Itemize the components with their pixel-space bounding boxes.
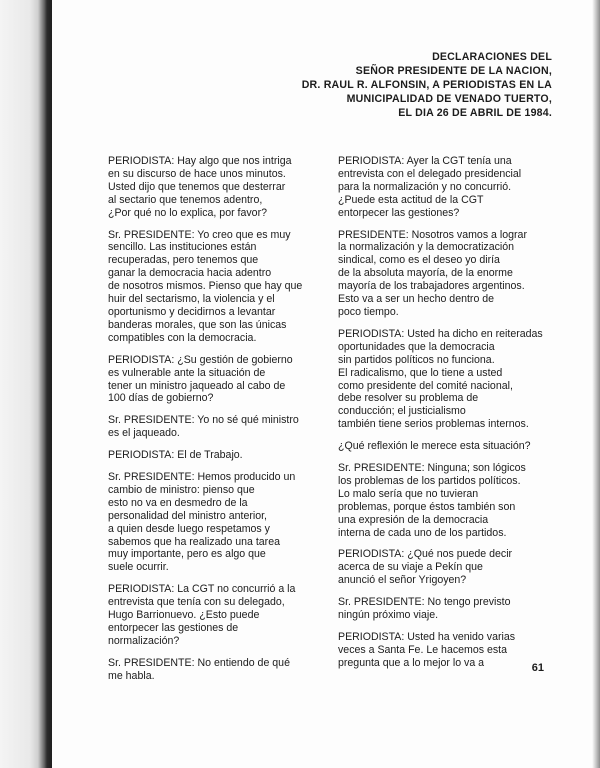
text-line: normalización?	[108, 634, 180, 647]
text-line: huir del sectarismo, la violencia y el	[108, 293, 275, 306]
text-line: Sr. PRESIDENTE: Yo creo que es muy	[108, 228, 291, 241]
text-line: PERIODISTA: Usted ha venido varias	[338, 631, 516, 643]
text-line: para la normalización y no concurrió.	[338, 180, 512, 193]
text-line: esto no va en desmedro de la	[108, 496, 248, 509]
text-line: tener un ministro jaqueado al cabo de	[108, 379, 286, 392]
paragraph	[338, 440, 562, 453]
text-line: entorpecer las gestiones de	[108, 622, 239, 634]
document-header	[232, 50, 552, 120]
text-line: PERIODISTA: Usted ha dicho en reiteradas	[338, 327, 543, 340]
paragraph	[108, 354, 326, 406]
text-line: 100 días de gobierno?	[108, 392, 214, 405]
text-line: Esto va a ser un hecho dentro de	[338, 293, 495, 306]
paragraph	[338, 155, 562, 220]
text-line: ¿Qué reflexión le merece esta situación?	[338, 440, 531, 453]
paragraph	[338, 596, 562, 622]
text-line: sencillo. Las instituciones están	[108, 241, 257, 254]
text-line: como presidente del comité nacional,	[338, 379, 513, 392]
text-line: El radicalismo, que lo tiene a usted	[338, 366, 503, 379]
header-line: DR. RAUL R. ALFONSIN, A PERIODISTAS EN LA	[301, 79, 552, 91]
text-line: sindical, como es el deseo yo diría	[338, 254, 500, 267]
text-line: Usted dijo que tenemos que desterrar	[108, 180, 286, 193]
paragraph	[108, 229, 326, 345]
text-line: ningún próximo viaje.	[338, 609, 439, 622]
text-line: cambio de ministro: pienso que	[108, 483, 255, 496]
text-line: entrevista con el delegado presidencial	[338, 167, 522, 180]
text-line: también tiene serios problemas internos.	[338, 418, 529, 431]
paragraph	[108, 414, 326, 440]
text-line: pregunta que a lo mejor lo va a	[338, 656, 485, 669]
paragraph	[108, 657, 326, 683]
text-line: ¿Por qué no lo explica, por favor?	[108, 206, 267, 219]
text-line: Hugo Barrionuevo. ¿Esto puede	[108, 609, 260, 622]
text-line: entrevista que tenía con su delegado,	[108, 596, 285, 609]
text-line: Sr. PRESIDENTE: No entiendo de qué	[108, 656, 290, 669]
text-line: ganar la democracia hacia adentro	[108, 267, 272, 280]
text-line: PRESIDENTE: Nosotros vamos a lograr	[338, 228, 527, 241]
text-line: ¿Puede esta actitud de la CGT	[338, 193, 484, 206]
text-line: PERIODISTA: Hay algo que nos intriga	[108, 155, 292, 167]
right-column	[338, 155, 562, 679]
text-line: anunció el señor Yrigoyen?	[338, 574, 467, 587]
text-line: de la absoluta mayoría, de la enorme	[338, 267, 513, 280]
paragraph	[338, 548, 562, 587]
text-line: debe resolver su problema de	[338, 392, 479, 405]
text-line: oportunidades que la democracia	[338, 340, 495, 353]
text-line: sabemos que ha realizado una tarea	[108, 535, 280, 548]
paragraph	[338, 229, 562, 319]
left-column	[108, 155, 326, 692]
text-line: PERIODISTA: Ayer la CGT tenía una	[338, 155, 512, 167]
paragraph	[108, 583, 326, 648]
text-line: de nosotros mismos. Pienso que hay que	[108, 280, 303, 293]
text-line: muy importante, pero es algo que	[108, 548, 266, 561]
text-line: compatibles con la democracia.	[108, 331, 257, 344]
text-line: los problemas de los partidos políticos.	[338, 474, 521, 487]
paragraph	[108, 449, 326, 462]
text-line: problemas, porque éstos también son	[338, 500, 516, 513]
page-number: 61	[531, 662, 544, 674]
text-line: en su discurso de hace unos minutos.	[108, 167, 286, 180]
text-line: Sr. PRESIDENTE: Ninguna; son lógicos	[338, 462, 526, 475]
text-line: Sr. PRESIDENTE: Hemos producido un	[108, 471, 296, 484]
scan-border-right	[592, 0, 600, 768]
paragraph	[338, 462, 562, 539]
text-line: la normalización y la democratización	[338, 241, 515, 254]
text-line: me habla.	[108, 669, 155, 682]
paragraph	[338, 328, 562, 431]
text-line: sin partidos políticos no funciona.	[338, 353, 495, 366]
text-line: es vulnerable ante la situación de	[108, 366, 266, 379]
text-line: personalidad del ministro anterior,	[108, 509, 267, 522]
text-line: mayoría de los trabajadores argentinos.	[338, 280, 525, 293]
text-line: Lo malo sería que no tuvieran	[338, 487, 479, 500]
paragraph	[108, 471, 326, 574]
scan-border-left	[0, 0, 52, 768]
text-line: Sr. PRESIDENTE: Yo no sé qué ministro	[108, 414, 299, 427]
header-line: EL DIA 26 DE ABRIL DE 1984.	[398, 107, 552, 119]
text-line: interna de cada uno de los partidos.	[338, 526, 507, 539]
header-line: SEÑOR PRESIDENTE DE LA NACION,	[355, 65, 552, 77]
text-line: PERIODISTA: El de Trabajo.	[108, 449, 243, 462]
text-line: banderas morales, que son las únicas	[108, 318, 287, 331]
text-line: es el jaqueado.	[108, 427, 180, 440]
document-page	[52, 0, 592, 768]
paragraph	[338, 631, 562, 670]
text-line: recuperadas, pero tenemos que	[108, 254, 259, 267]
text-line: una expresión de la democracia	[338, 513, 489, 526]
header-line: MUNICIPALIDAD DE VENADO TUERTO,	[346, 93, 552, 105]
paragraph	[108, 155, 326, 220]
text-line: poco tiempo.	[338, 305, 399, 318]
text-line: conducción; el justicialismo	[338, 405, 466, 418]
text-line: veces a Santa Fe. Le hacemos esta	[338, 643, 508, 656]
text-line: PERIODISTA: La CGT no concurrió a la	[108, 583, 296, 596]
text-line: Sr. PRESIDENTE: No tengo previsto	[338, 596, 511, 609]
text-line: PERIODISTA: ¿Su gestión de gobierno	[108, 353, 293, 366]
text-line: a quien desde luego respetamos y	[108, 522, 270, 535]
text-line: entorpecer las gestiones?	[338, 206, 460, 219]
text-line: oportunismo y decidirnos a levantar	[108, 305, 276, 318]
header-line: DECLARACIONES DEL	[432, 51, 552, 63]
text-line: PERIODISTA: ¿Qué nos puede decir	[338, 548, 513, 561]
text-line: suele ocurrir.	[108, 561, 169, 574]
text-line: al sectario que tenemos adentro,	[108, 193, 263, 206]
text-line: acerca de su viaje a Pekín que	[338, 561, 483, 574]
